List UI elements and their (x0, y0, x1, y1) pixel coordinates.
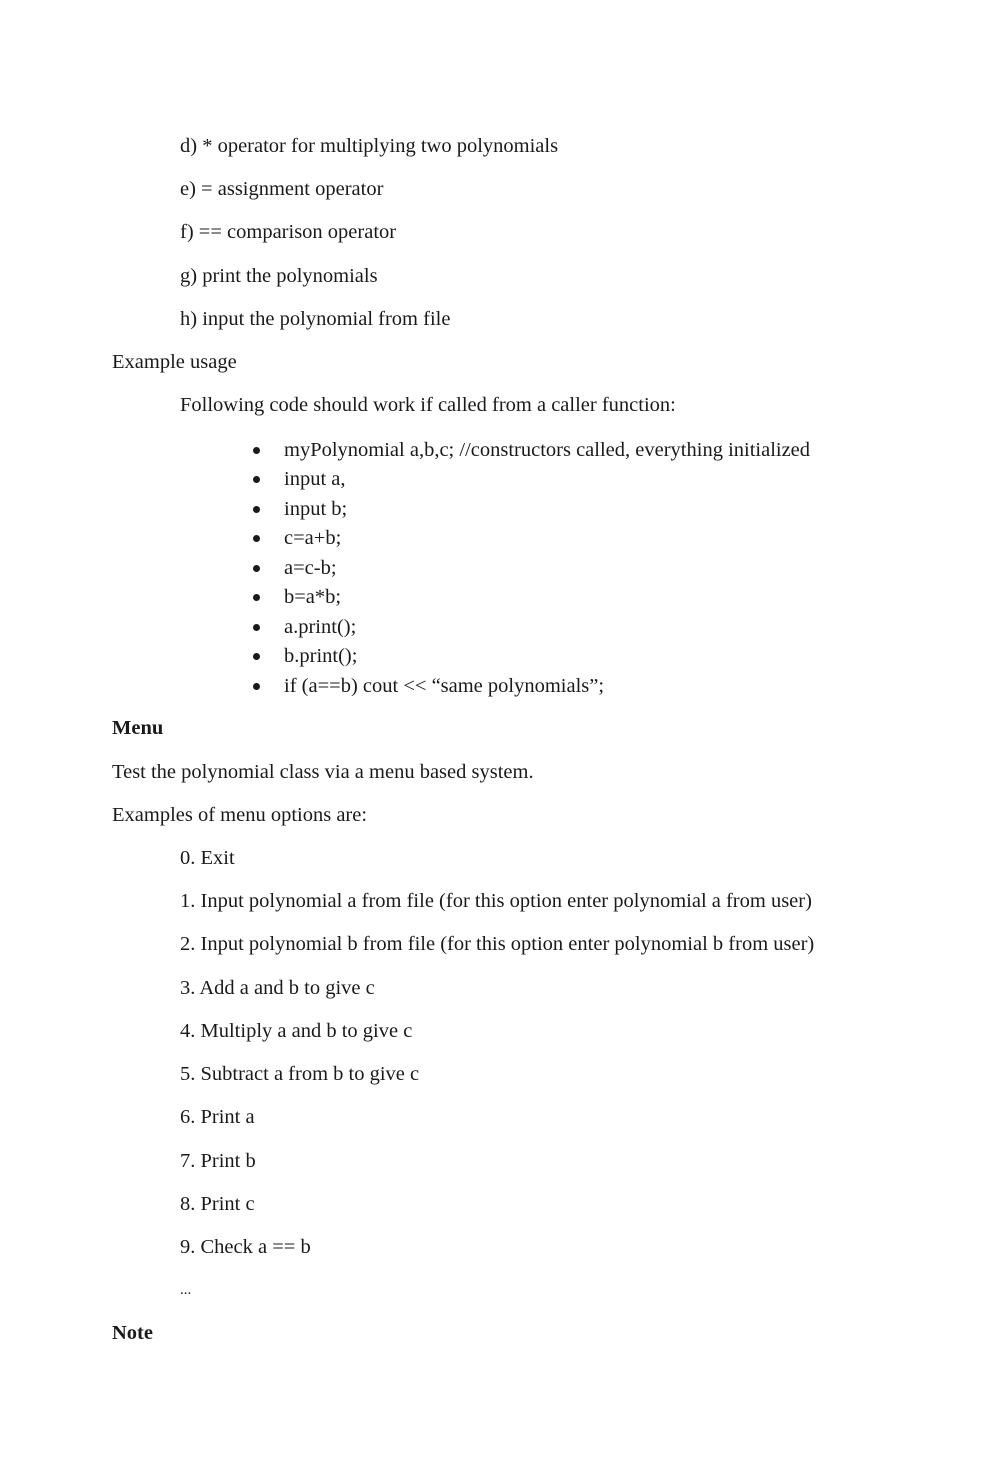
code-bullet: c=a+b; (284, 527, 342, 549)
operator-item-e: e) = assignment operator (180, 178, 384, 200)
menu-option-7: 7. Print b (180, 1150, 256, 1172)
code-bullet: a.print(); (284, 616, 357, 638)
bullet-icon (253, 594, 260, 601)
bullet-icon (253, 653, 260, 660)
operator-item-d: d) * operator for multiplying two polynomials (180, 135, 559, 157)
example-intro: Following code should work if called from a caller function: (180, 394, 676, 416)
menu-option-5: 5. Subtract a from b to give c (180, 1063, 420, 1085)
code-bullet: myPolynomial a,b,c; //constructors called, everything initialized (284, 439, 811, 461)
menu-examples-label: Examples of menu options are: (112, 804, 368, 826)
menu-heading: Menu (112, 717, 164, 739)
note-heading: Note (112, 1322, 153, 1344)
menu-ellipsis: ... (180, 1282, 192, 1298)
menu-option-1: 1. Input polynomial a from file (for this option enter polynomial a from user) (180, 890, 812, 912)
menu-option-3: 3. Add a and b to give c (180, 977, 375, 999)
code-bullet: b.print(); (284, 645, 358, 667)
code-bullet: if (a==b) cout << “same polynomials”; (284, 675, 605, 697)
bullet-icon (253, 506, 260, 513)
menu-intro: Test the polynomial class via a menu based system. (112, 761, 534, 783)
bullet-icon (253, 535, 260, 542)
menu-option-0: 0. Exit (180, 847, 235, 869)
code-bullet: b=a*b; (284, 586, 342, 608)
example-heading: Example usage (112, 351, 237, 373)
bullet-icon (253, 683, 260, 690)
menu-option-2: 2. Input polynomial b from file (for this option enter polynomial b from user) (180, 933, 815, 955)
operator-item-f: f) == comparison operator (180, 221, 397, 243)
menu-option-4: 4. Multiply a and b to give c (180, 1020, 413, 1042)
bullet-icon (253, 476, 260, 483)
bullet-icon (253, 565, 260, 572)
code-bullet: input b; (284, 498, 348, 520)
code-bullet: input a, (284, 468, 346, 490)
menu-option-8: 8. Print c (180, 1193, 255, 1215)
menu-option-6: 6. Print a (180, 1106, 255, 1128)
code-bullet: a=c-b; (284, 557, 337, 579)
menu-option-9: 9. Check a == b (180, 1236, 311, 1258)
bullet-icon (253, 624, 260, 631)
operator-item-g: g) print the polynomials (180, 265, 378, 287)
bullet-icon (253, 447, 260, 454)
operator-item-h: h) input the polynomial from file (180, 308, 451, 330)
